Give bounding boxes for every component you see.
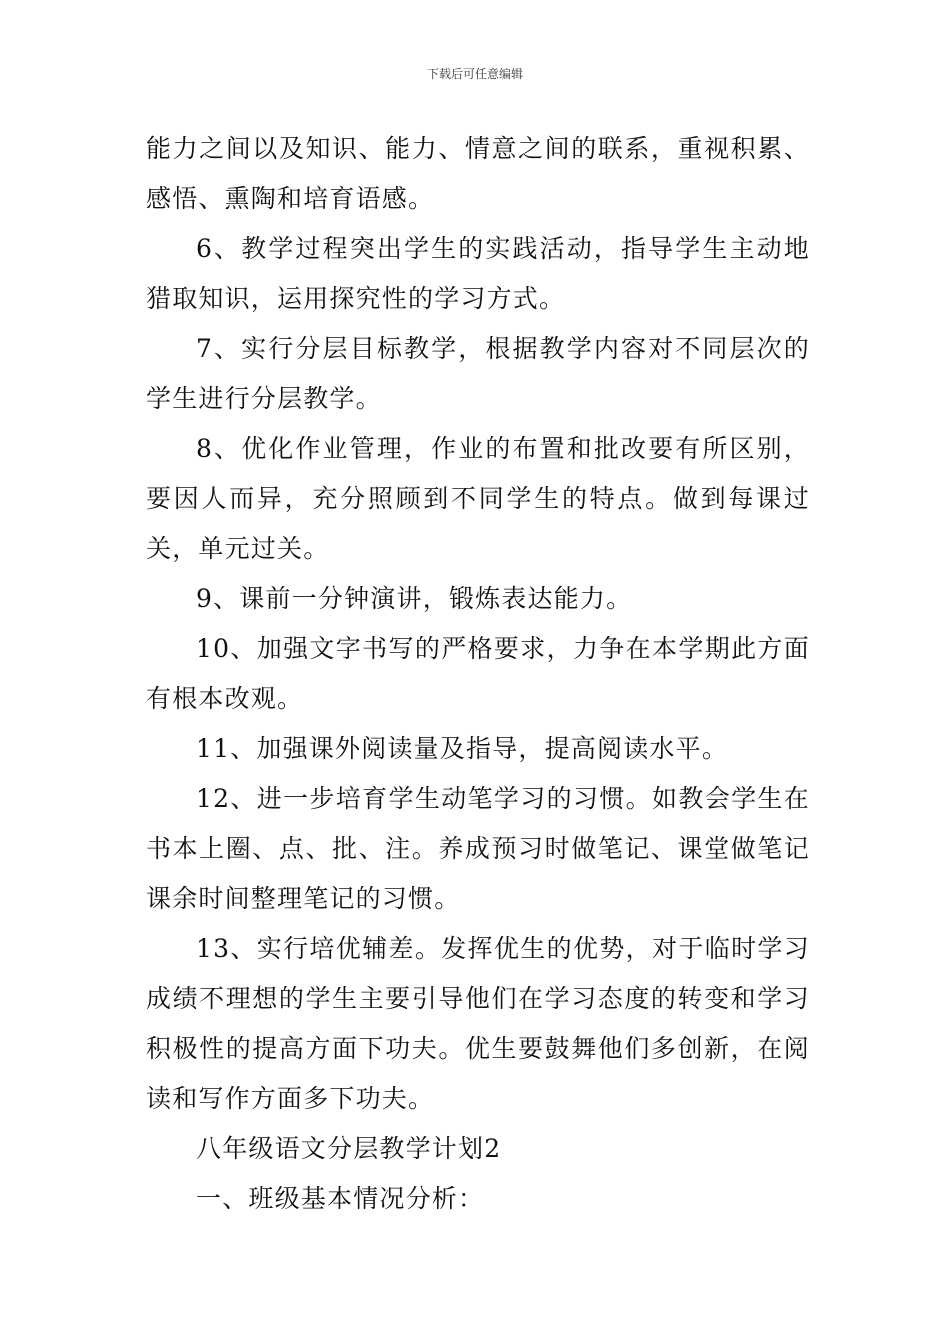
document-body — [146, 124, 810, 1224]
section-title: 八年级语文分层教学计划2 — [196, 1134, 502, 1163]
section-heading: 一、班级基本情况分析： — [196, 1184, 485, 1213]
paragraph-item-9: 9、课前一分钟演讲，锻炼表达能力。 — [196, 584, 633, 613]
paragraph-item-6: 6、教学过程突出学生的实践活动，指导学生主动地猎取知识，运用探究性的学习方式。 — [146, 234, 810, 313]
paragraph-item-10: 10、加强文字书写的严格要求，力争在本学期此方面有根本改观。 — [146, 634, 810, 713]
paragraph-item-11: 11、加强课外阅读量及指导，提高阅读水平。 — [196, 734, 729, 763]
paragraph-item-8: 8、优化作业管理，作业的布置和批改要有所区别，要因人而异，充分照顾到不同学生的特点。做到每课过关，单元过关。 — [146, 434, 810, 563]
paragraph-continuation: 能力之间以及知识、能力、情意之间的联系，重视积累、感悟、熏陶和培育语感。 — [146, 134, 810, 213]
page-header-note: 下载后可任意编辑 — [426, 67, 523, 81]
paragraph-item-7: 7、实行分层目标教学，根据教学内容对不同层次的学生进行分层教学。 — [146, 334, 810, 413]
paragraph-item-13: 13、实行培优辅差。发挥优生的优势，对于临时学习成绩不理想的学生主要引导他们在学习态度的转变和学习积极性的提高方面下功夫。优生要鼓舞他们多创新，在阅读和写作方面多下功夫。 — [146, 934, 810, 1113]
paragraph-item-12: 12、进一步培育学生动笔学习的习惯。如教会学生在书本上圈、点、批、注。养成预习时做笔记、课堂做笔记课余时间整理笔记的习惯。 — [146, 784, 810, 913]
